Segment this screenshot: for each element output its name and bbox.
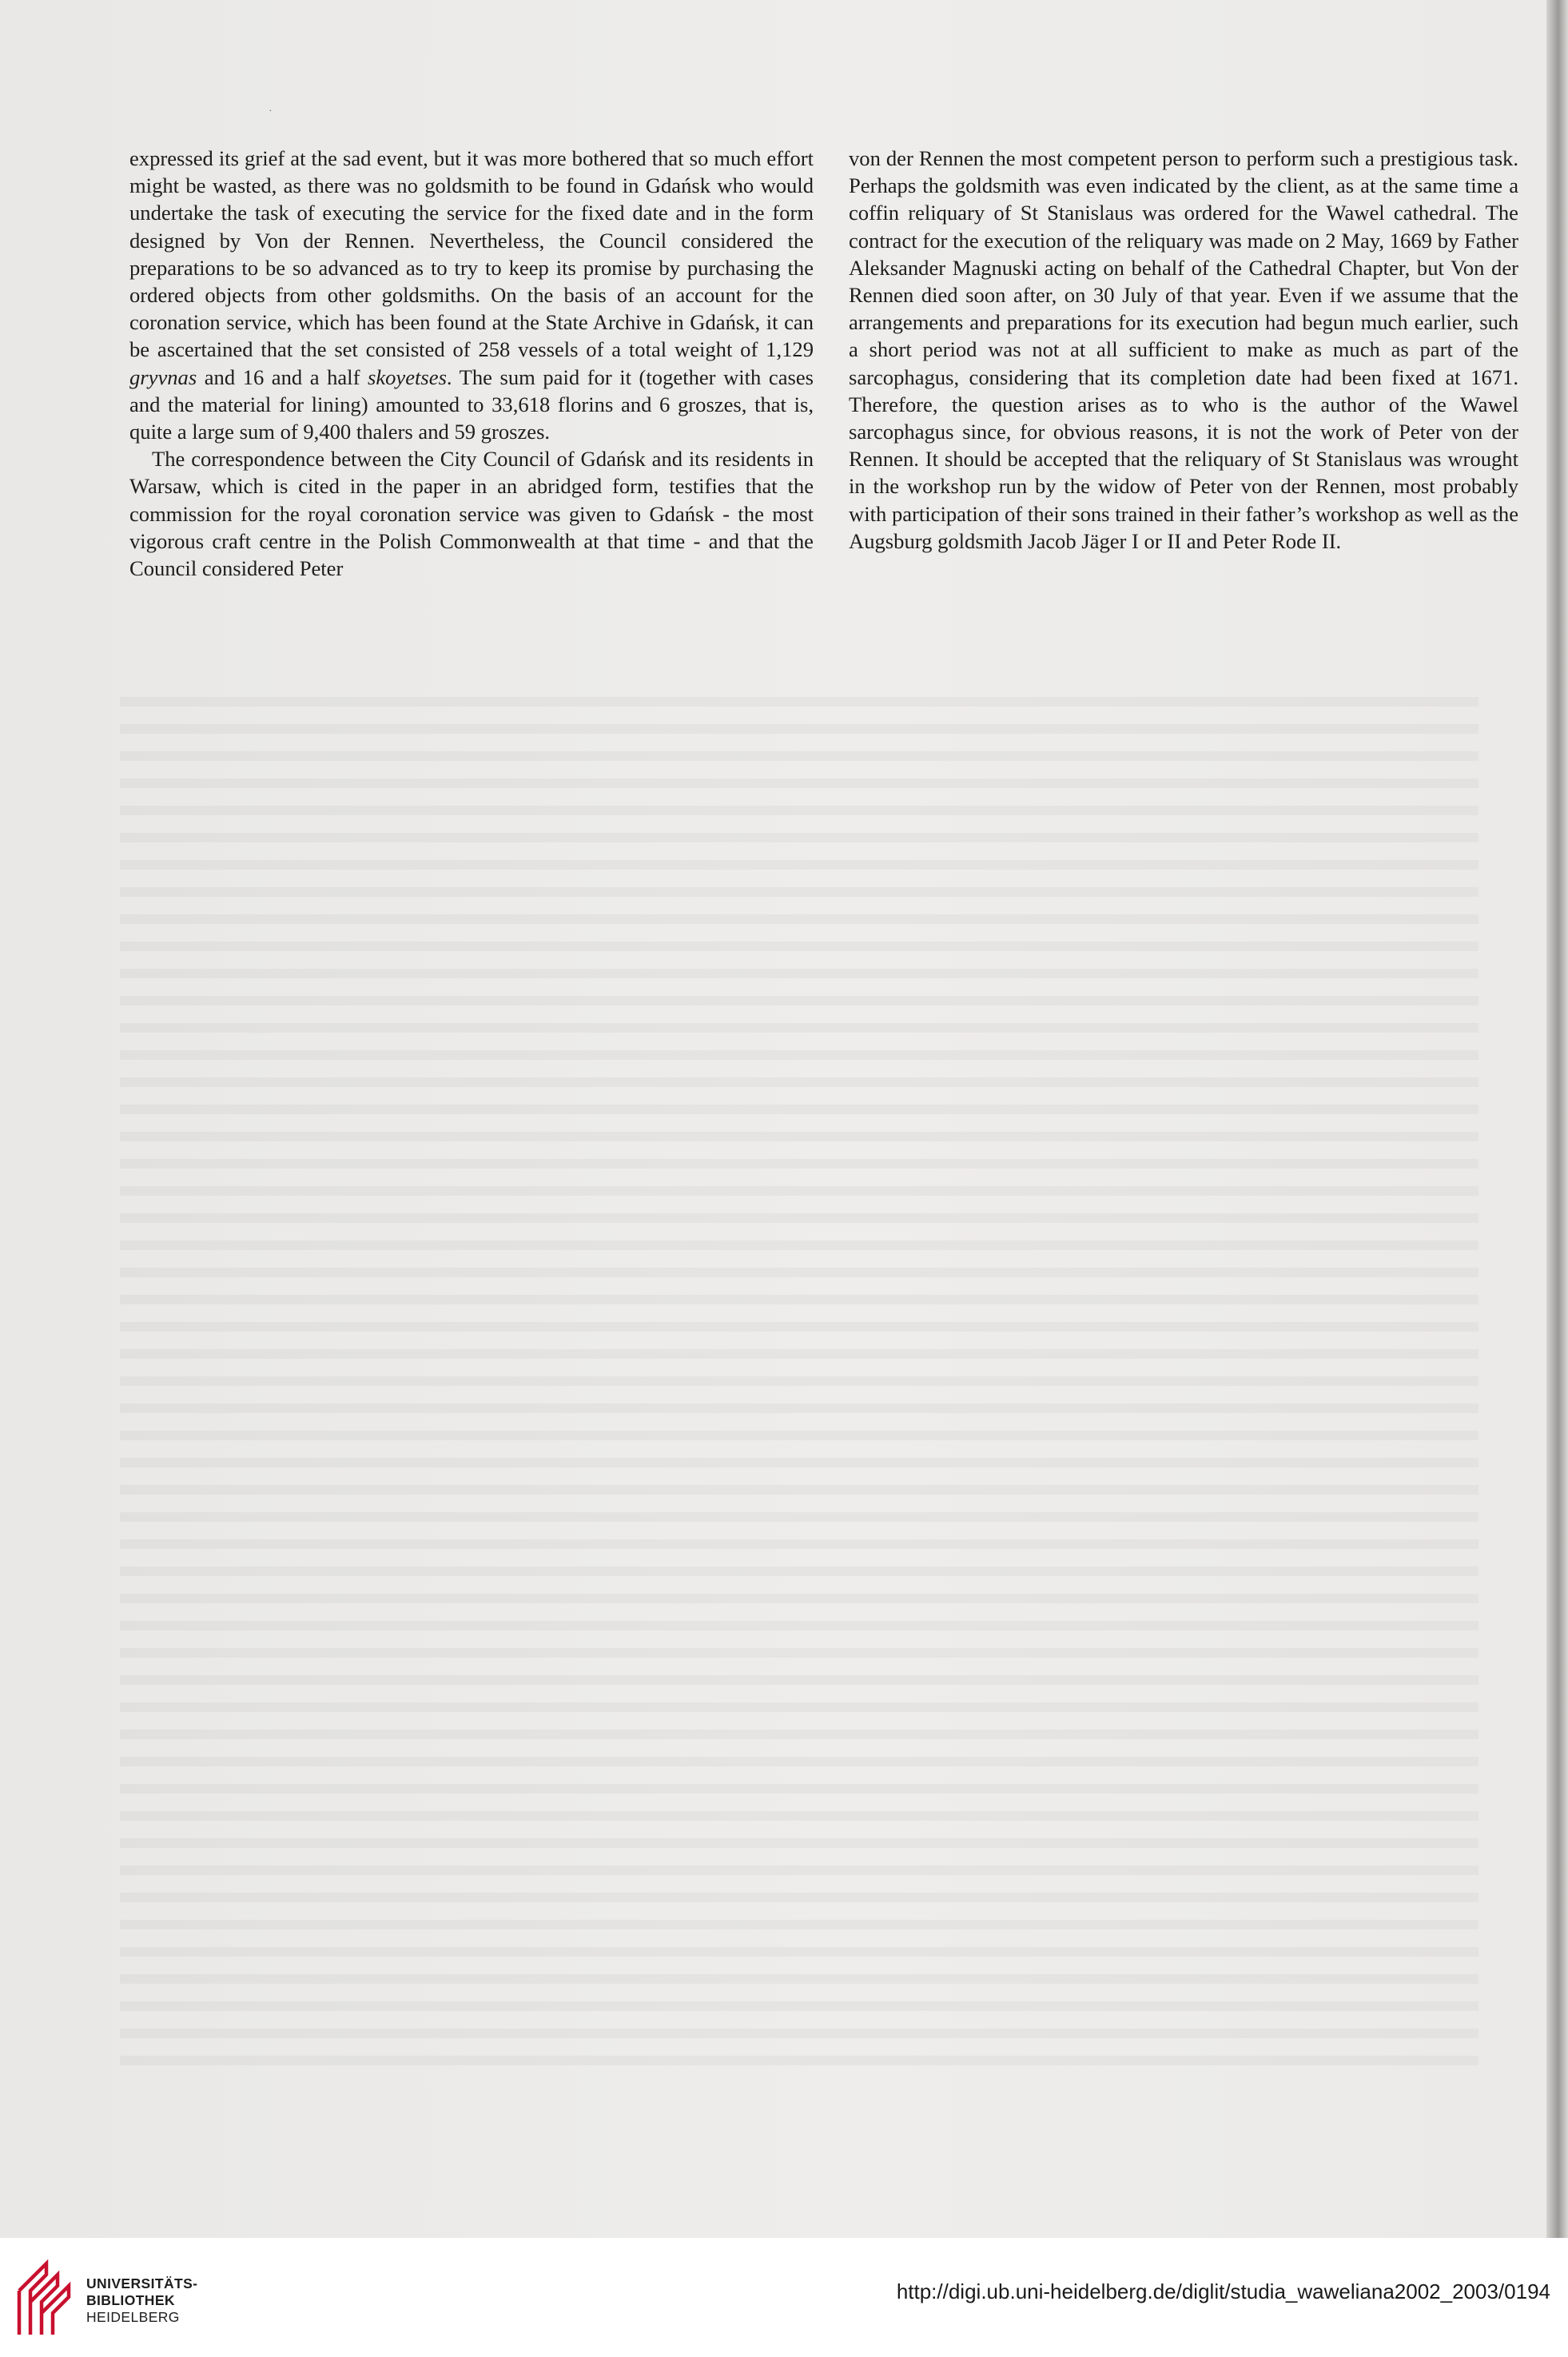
left-text-column [129,145,814,582]
italic-term-gryvnas: gryvnas [129,364,197,389]
right-paragraph-1: von der Rennen the most competent person to perform such a prestigious task. Perhaps the goldsmith was even indicated by the client, as at the same time a coffin reliquary of St Stanislaus was ordered for the Wawel cathedral. The contract for the execution of the reliquary was made on 2 May, 1669 by Father Aleksander Magnuski acting on behalf of the Cathedral Chapter, but Von der Rennen died soon after, on 30 July of that year. Even if we assume that the arrangements and preparations for its execution had begun much earlier, such a short period was not at all sufficient to make as much as part of the sarcophagus, considering that its completion date had been fixed at 1671. Therefore, the question arises as to who is the author of the Wawel sarcophagus since, for obvious reasons, it is not the work of Peter von der Rennen. It should be accepted that the reliquary of St Stanislaus was wrought in the workshop run by the widow of Peter von der Rennen, most probably with participation of their sons trained in their father’s workshop as well as the Augsburg goldsmith Jacob Jäger I or II and Peter Rode II. [849,146,1518,553]
reverse-side-show-through [120,679,1478,2078]
library-logo-icon [14,2259,78,2339]
left-paragraph-2: The correspondence between the City Council of Gdańsk and its residents in Warsaw, which is cited in the paper in an abridged form, testifies that the commission for the royal coronation service was given to Gdańsk - the most vigorous craft centre in the Polish Commonwealth at that time - and that the Council considered Peter [129,447,814,581]
library-name-line-2: BIBLIOTHEK [86,2292,175,2308]
scan-speck: · [269,106,273,117]
library-name-line-1: UNIVERSITÄTS- [86,2275,198,2291]
library-name-line-3: HEIDELBERG [86,2309,180,2325]
italic-term-skoyetses: skoyetses [367,364,447,389]
footer-bar [0,2238,1568,2357]
left-paragraph-1: expressed its grief at the sad event, but it was more bothered that so much effort might be wasted, as there was no goldsmith to be found in Gdańsk who would undertake the task of executing the service for the fixed date and in the form designed by Von der Rennen. Nevertheless, the Council considered the preparations to be so advanced as to try to keep its promise by purchasing the ordered objects from other goldsmiths. On the basis of an account for the coronation service, which has been found at the State Archive in Gdańsk, it can be ascertained that the set consisted of 258 vessels of a total weight of 1,129 gryvnas and 16 and a half skoyetses. The sum paid for it (together with cases and the material for lining) amounted to 33,618 florins and 6 groszes, that is, quite a large sum of 9,400 thalers and 59 groszes. [129,146,814,444]
source-url-link[interactable]: http://digi.ub.uni-heidelberg.de/diglit/studia_waweliana2002_2003/0194 [896,2279,1550,2303]
right-text-column [849,145,1518,555]
scan-edge-shadow [1546,0,1568,2238]
